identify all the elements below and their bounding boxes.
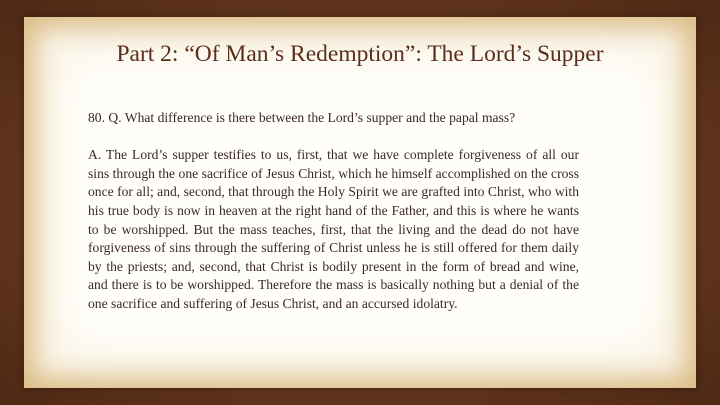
slide-canvas [24, 17, 696, 388]
slide-title: Part 2: “Of Man’s Redemption”: The Lord’s Supper [116, 41, 604, 67]
catechism-question: 80. Q. What difference is there between the Lord’s supper and the papal mass? [88, 110, 516, 125]
catechism-answer: A. The Lord’s supper testifies to us, first, that we have complete forgiveness of all our sins through the one sacrifice of Jesus Christ, which he himself accomplished on the cross once for all; and, second, that through the Holy Spirit we are grafted into Christ, who with his true body is now in heaven at the right hand of the Father, and this is where he wants to be worshipped. But the mass teaches, first, that the living and the dead do not have forgiveness of sins through the suffering of Christ unless he is still offered for them daily by the priests; and, second, that Christ is bodily present in the form of bread and wine, and there is to be worshipped. Therefore the mass is basically nothing but a denial of the one sacrifice and suffering of Jesus Christ, and an accursed idolatry. [88, 147, 579, 311]
slide-body [88, 109, 579, 314]
